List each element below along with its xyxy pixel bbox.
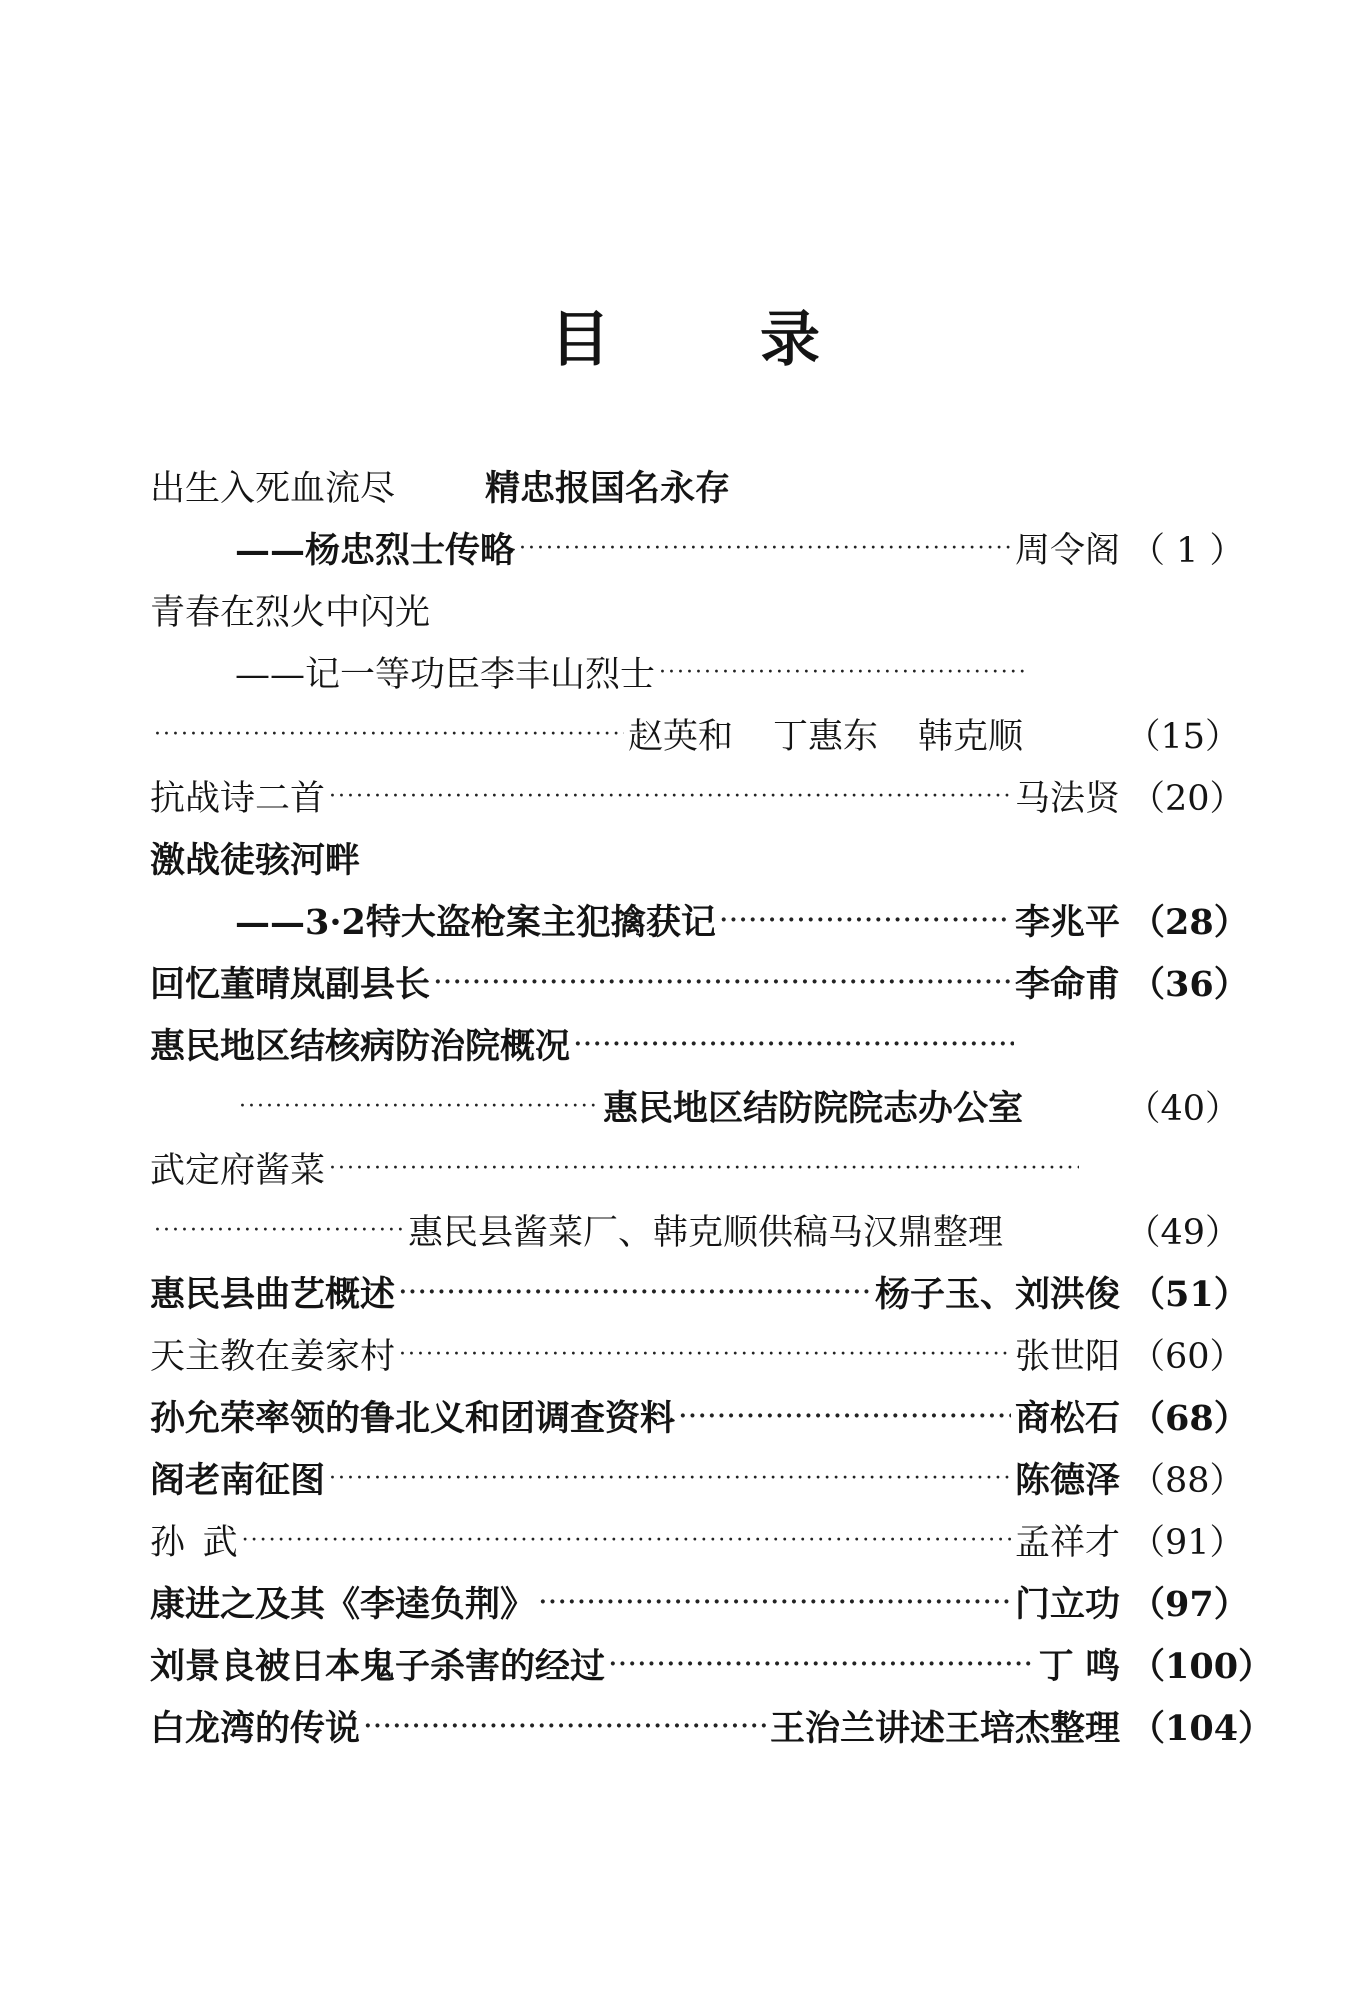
entry-author: 李兆平	[1014, 902, 1120, 943]
entry-title-part: 武	[202, 1523, 238, 1563]
entry-title: 刘景良被日本鬼子杀害的经过	[150, 1646, 606, 1687]
dot-leader	[539, 1589, 1011, 1615]
entry-author: 孟祥才	[1014, 1523, 1120, 1563]
title-char-1: 目	[550, 305, 610, 375]
dot-leader	[154, 722, 624, 747]
entry-author: 杨子玉、刘洪俊	[874, 1274, 1120, 1315]
entry-title: 武定府酱菜	[150, 1151, 326, 1191]
entry-page: （91）	[1130, 1523, 1245, 1563]
toc-entry-line	[150, 1633, 1274, 1695]
entry-author: 门立功	[1014, 1584, 1120, 1625]
toc-entry-line	[150, 1137, 1240, 1199]
entry-title: 康进之及其《李逵负荆》	[150, 1584, 536, 1625]
toc-entry-line	[150, 1261, 1249, 1323]
toc-entry-line	[150, 1385, 1249, 1447]
entry-title-part: 精忠报国名永存	[485, 468, 731, 509]
toc-entry-title	[150, 579, 1240, 641]
entry-page: （20）	[1130, 779, 1245, 819]
entry-title-part: 出生入死血流尽	[150, 469, 396, 509]
dot-leader	[329, 1156, 1079, 1181]
dot-leader	[574, 1031, 1014, 1057]
entry-title: 激战徒骇河畔	[150, 840, 361, 881]
entry-page: （60）	[1130, 1337, 1245, 1377]
entry-author: 张世阳	[1014, 1337, 1120, 1377]
entry-author: 周令阁	[1014, 531, 1120, 571]
toc-entry-line	[150, 889, 1249, 951]
entry-author: 丁惠东	[773, 717, 879, 757]
entry-page: （ 1 ）	[1130, 531, 1245, 571]
dot-leader	[399, 1342, 1011, 1367]
entry-title-part: 孙	[150, 1523, 186, 1563]
entry-title: 回忆董晴岚副县长	[150, 964, 431, 1005]
dot-leader	[609, 1651, 1035, 1677]
toc-entry-line	[150, 1013, 1240, 1075]
toc-entry-line	[150, 517, 1245, 579]
dot-leader	[364, 1713, 766, 1739]
entry-title: 孙允荣率领的鲁北义和团调查资料	[150, 1398, 676, 1439]
entry-subtitle: ——记一等功臣李丰山烈士	[235, 655, 656, 695]
entry-page: （40）	[1125, 1089, 1240, 1129]
entry-title: 惠民地区结核病防治院概况	[150, 1026, 571, 1067]
toc-entry-line	[150, 1695, 1274, 1757]
entry-subtitle: ——3·2特大盗枪案主犯擒获记	[235, 902, 716, 943]
toc-entry-line	[150, 1447, 1245, 1509]
entry-author: 李命甫	[1014, 964, 1120, 1005]
entry-author: 马法贤	[1014, 779, 1120, 819]
toc-entry-line	[150, 951, 1249, 1013]
dot-leader	[329, 1466, 1011, 1491]
entry-author: 王治兰讲述王培杰整理	[769, 1708, 1120, 1749]
toc-entry-line	[150, 703, 1240, 765]
toc-entry-title	[150, 455, 1240, 517]
toc-entry-line	[150, 641, 1240, 703]
toc-entry-title	[150, 827, 1240, 889]
entry-subtitle: ——杨忠烈士传略	[235, 530, 516, 571]
dot-leader	[519, 536, 1011, 561]
dot-leader	[399, 1279, 871, 1305]
entry-page: （97）	[1130, 1584, 1249, 1625]
entry-author: 赵英和	[628, 717, 734, 757]
toc-entry-line	[150, 1509, 1245, 1571]
title-char-2: 录	[760, 305, 820, 375]
entry-page: （36）	[1130, 964, 1249, 1005]
entry-page: （51）	[1130, 1274, 1249, 1315]
toc-entry-line	[150, 765, 1245, 827]
entry-page: （100）	[1130, 1646, 1274, 1687]
entry-title: 天主教在姜家村	[150, 1337, 396, 1377]
entry-page: （88）	[1130, 1461, 1245, 1501]
entry-page: （68）	[1130, 1398, 1249, 1439]
entry-page: （15）	[1125, 717, 1240, 757]
entry-author: 韩克顺	[918, 717, 1024, 757]
toc-entry-line	[150, 1571, 1249, 1633]
entry-author: 商松石	[1014, 1398, 1120, 1439]
entry-author-part: 丁	[1038, 1646, 1074, 1687]
dot-leader	[329, 784, 1011, 809]
dot-leader	[720, 907, 1011, 933]
dot-leader	[154, 1218, 404, 1243]
page-title	[0, 292, 1370, 378]
dot-leader	[659, 660, 1029, 685]
dot-leader	[239, 1094, 599, 1119]
toc-entry-line	[150, 1323, 1245, 1385]
entry-author-part: 鸣	[1084, 1646, 1120, 1687]
entry-title: 青春在烈火中闪光	[150, 593, 431, 633]
entry-title: 抗战诗二首	[150, 779, 326, 819]
entry-author: 陈德泽	[1014, 1460, 1120, 1501]
entry-title: 白龙湾的传说	[150, 1708, 361, 1749]
entry-author: 惠民地区结防院院志办公室	[603, 1088, 1024, 1129]
toc-entry-line	[150, 1199, 1240, 1261]
entry-page: （28）	[1130, 902, 1249, 943]
entry-author: 惠民县酱菜厂、韩克顺供稿马汉鼎整理	[408, 1213, 1004, 1253]
toc-entry-line	[150, 1075, 1240, 1137]
dot-leader	[679, 1403, 1011, 1429]
dot-leader	[434, 969, 1011, 995]
dot-leader	[242, 1528, 1011, 1553]
entry-page: （49）	[1125, 1213, 1240, 1253]
entry-page: （104）	[1130, 1708, 1274, 1749]
table-of-contents	[150, 455, 1274, 1757]
entry-title: 阁老南征图	[150, 1460, 326, 1501]
entry-title: 惠民县曲艺概述	[150, 1274, 396, 1315]
